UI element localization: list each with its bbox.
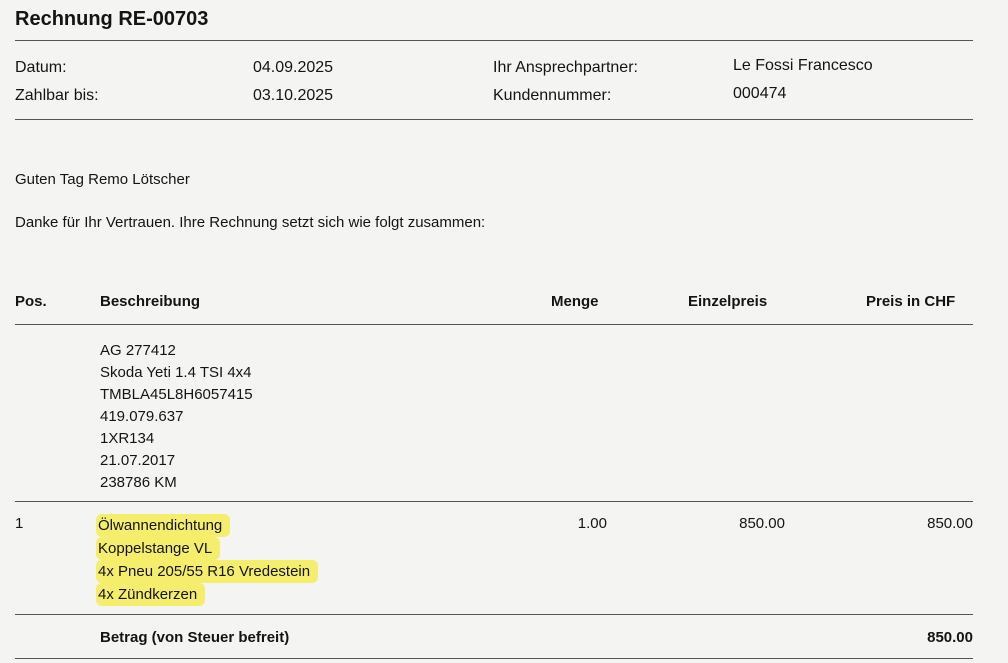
row-price: 850.00	[927, 515, 973, 532]
row-quantity: 1.00	[577, 515, 607, 532]
greeting-text: Guten Tag Remo Lötscher	[15, 171, 190, 188]
vehicle-code: 1XR134	[100, 430, 155, 447]
vehicle-type-number: 419.079.637	[100, 408, 184, 425]
invoice-title: Rechnung RE-00703	[15, 8, 209, 30]
intro-text: Danke für Ihr Vertrauen. Ihre Rechnung setzt sich wie folgt zusammen:	[15, 214, 486, 231]
due-value: 03.10.2025	[253, 87, 334, 104]
divider-bottom	[15, 658, 973, 659]
header-quantity: Menge	[551, 293, 599, 310]
contact-label: Ihr Ansprechpartner:	[493, 59, 638, 76]
item-line: Koppelstange VL	[96, 537, 220, 560]
customer-value: 000474	[733, 85, 787, 102]
divider-items	[15, 614, 973, 615]
item-line: 4x Pneu 205/55 R16 Vredestein	[96, 560, 318, 583]
row-unit-price: 850.00	[739, 515, 785, 532]
divider-header	[15, 324, 973, 325]
total-label: Betrag (von Steuer befreit)	[100, 629, 290, 646]
header-unit-price: Einzelpreis	[688, 293, 768, 310]
row-pos: 1	[15, 515, 24, 532]
vehicle-vin: TMBLA45L8H6057415	[100, 386, 253, 403]
divider-info	[15, 119, 973, 120]
header-price: Preis in CHF	[866, 293, 956, 310]
vehicle-plate: AG 277412	[100, 342, 176, 359]
header-description: Beschreibung	[100, 293, 201, 310]
date-label: Datum:	[15, 59, 67, 76]
row-items	[100, 514, 318, 606]
vehicle-registration-date: 21.07.2017	[100, 452, 176, 469]
date-value: 04.09.2025	[253, 59, 334, 76]
customer-label: Kundennummer:	[493, 87, 612, 104]
header-pos: Pos.	[15, 293, 47, 310]
contact-value: Le Fossi Francesco	[733, 57, 873, 74]
item-line: 4x Zündkerzen	[96, 583, 205, 606]
total-value: 850.00	[927, 629, 973, 646]
vehicle-model: Skoda Yeti 1.4 TSI 4x4	[100, 364, 252, 381]
item-line: Ölwannendichtung	[96, 514, 230, 537]
divider-vehicle	[15, 501, 973, 502]
vehicle-details	[100, 340, 253, 494]
vehicle-mileage: 238786 KM	[100, 474, 177, 491]
due-label: Zahlbar bis:	[15, 87, 99, 104]
divider-top	[15, 40, 973, 41]
